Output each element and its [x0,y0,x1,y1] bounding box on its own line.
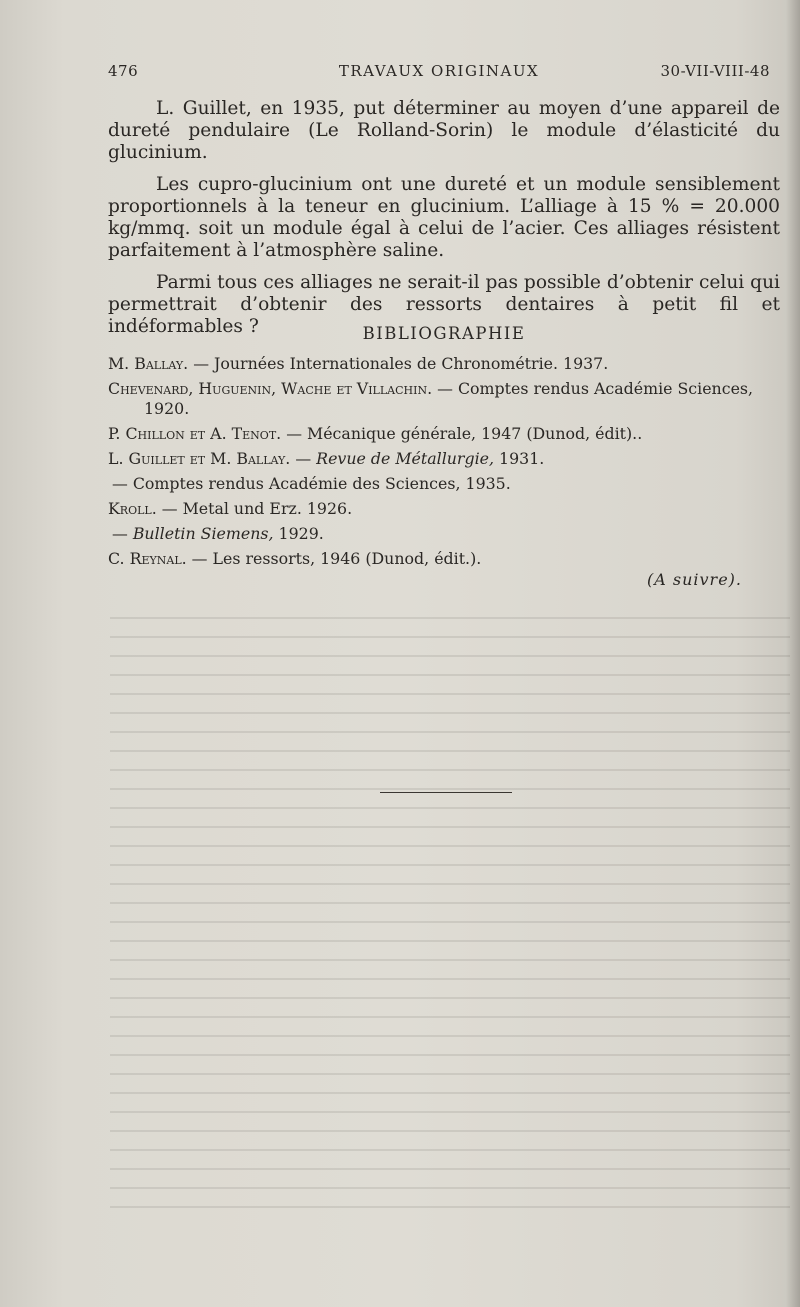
bibliography-list [108,354,788,574]
bib-entry [108,354,788,374]
bib-author: C. Reynal. [108,549,187,568]
bib-text: — Comptes rendus Académie Sciences, 1920. [144,379,754,418]
bib-text: — Les ressorts, 1946 (Dunod, édit.). [186,549,482,568]
running-title: TRAVAUX ORIGINAUX [338,62,540,80]
bib-text-tail: 1929. [273,524,324,543]
bib-entry [108,424,788,444]
bib-text: — Metal und Erz. 1926. [156,499,353,518]
bib-text: — Mécanique générale, 1947 (Dunod, édit).. [281,424,643,443]
bib-entry [108,524,788,544]
bib-entry [108,449,788,469]
bibliography-title: BIBLIOGRAPHIE [362,324,526,343]
bib-text: — Journées Internationales de Chronométrie. 1937. [188,354,609,373]
bib-text: — Comptes rendus Académie des Sciences, 1935. [112,474,511,493]
issue-date: 30-VII-VIII-48 [660,62,770,80]
bib-journal: Revue de Métallurgie, [316,449,495,468]
bib-author: M. Ballay. [108,354,189,373]
bib-text: — [112,524,133,543]
bib-text-tail: 1931. [494,449,545,468]
bib-author: Chevenard, Huguenin, Wache et Villachin. [108,379,433,398]
paragraph-3: Parmi tous ces alliages ne serait-il pas possible d’obtenir celui qui permettrait d’obtenir des ressorts dentaires à petit fil et indéformables ? [108,272,780,337]
page-number: 476 [108,62,139,80]
bib-journal: Bulletin Siemens, [132,524,274,543]
paragraph-2: Les cupro-glucinium ont une dureté et un module sensiblement proportionnels à la teneur en glucinium. L’alliage à 15 % = 20.000 kg/mmq. soit un module égal à celui de l’acier. Ces alliages résistent parfaitement à l’atmosphère saline. [108,174,780,261]
paragraph-1: L. Guillet, en 1935, put déterminer au moyen d’une appareil de dureté pendulaire (Le Rolland-Sorin) le module d’élasticité du glucinium. [108,98,780,163]
bib-entry [108,474,788,494]
body-text [108,98,780,348]
to-be-continued: (A suivre). [647,570,742,589]
bib-author: L. Guillet et M. Ballay. [108,449,291,468]
bib-author: Kroll. [108,499,157,518]
bib-entry [108,549,788,569]
bib-entry [108,379,788,419]
running-header [108,62,770,86]
bib-entry [108,499,788,519]
bib-text: — [290,449,317,468]
show-through-text [110,600,790,1260]
bib-author: P. Chillon et A. Tenot. [108,424,282,443]
